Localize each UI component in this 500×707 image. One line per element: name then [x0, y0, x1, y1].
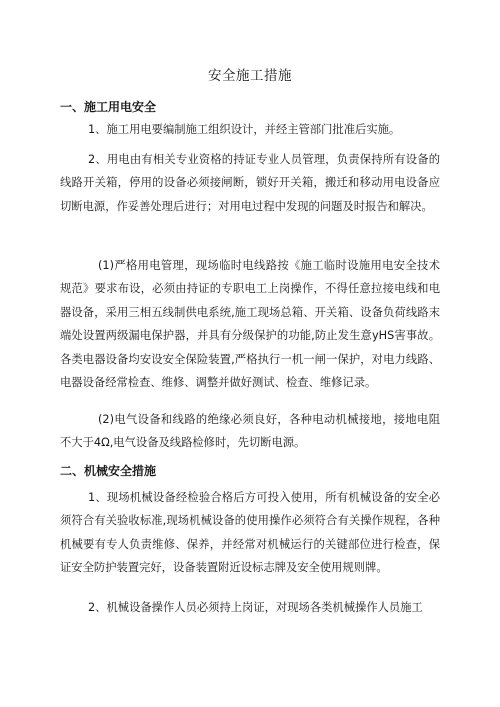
paragraph-electrical-2: 2、用电由有相关专业资格的持证专业人员管理，负责保持所有设备的线路开关箱，停用的设备必须接闸断，锁好开关箱，搬迁和移动用电设备应切断电源，作妥善处理后进行；对用电过程中发现的问题及时报告和解决。 [60, 153, 440, 213]
paragraph-electrical-4: (2)电气设备和线路的绝缘必须良好，各种电动机械接地，接地电阻不大于4Ω,电气设备及线路检修时，先切断电源。 [60, 413, 440, 450]
section-heading-mechanical: 二、机械安全措施 [60, 464, 157, 478]
section-heading-electrical: 一、施工用电安全 [60, 100, 157, 114]
document-title: 安全施工措施 [208, 68, 292, 84]
paragraph-mechanical-2: 2、机械设备操作人员必须持上岗证，对现场各类机械操作人员施工 [88, 601, 423, 614]
paragraph-mechanical-1: 1、现场机械设备经检验合格后方可投入使用，所有机械设备的安全必须符合有关验收标准,现场机械设备的使用操作必须符合有关操作规程，各种机械要有专人负责维修、保养，并经常对机械运行的关键部位进行检查，保证安全防护装置完好，设备装置附近设标志牌及安全使用规则牌。 [60, 491, 440, 575]
paragraph-electrical-3: (1)严格用电管理，现场临时电线路按《施工临时设施用电安全技术规范》要求布设，必须由持证的专职电工上岗操作，不得任意拉接电线和电器设备，采用三相五线制供电系统,施工现场总箱、开关箱、设备负荷线路末端处设置两级漏电保护器，并具有分级保护的功能,防止发生意yHS害事故。各类电器设备均安设安全保险装置,严格执行一机一闸一保护，对电力线路、电器设备经常检查、维修、调整并做好测试、检查、维修记录。 [60, 259, 440, 390]
paragraph-electrical-1: 1、施工用电要编制施工组织设计，并经主管部门批准后实施。 [88, 123, 401, 136]
